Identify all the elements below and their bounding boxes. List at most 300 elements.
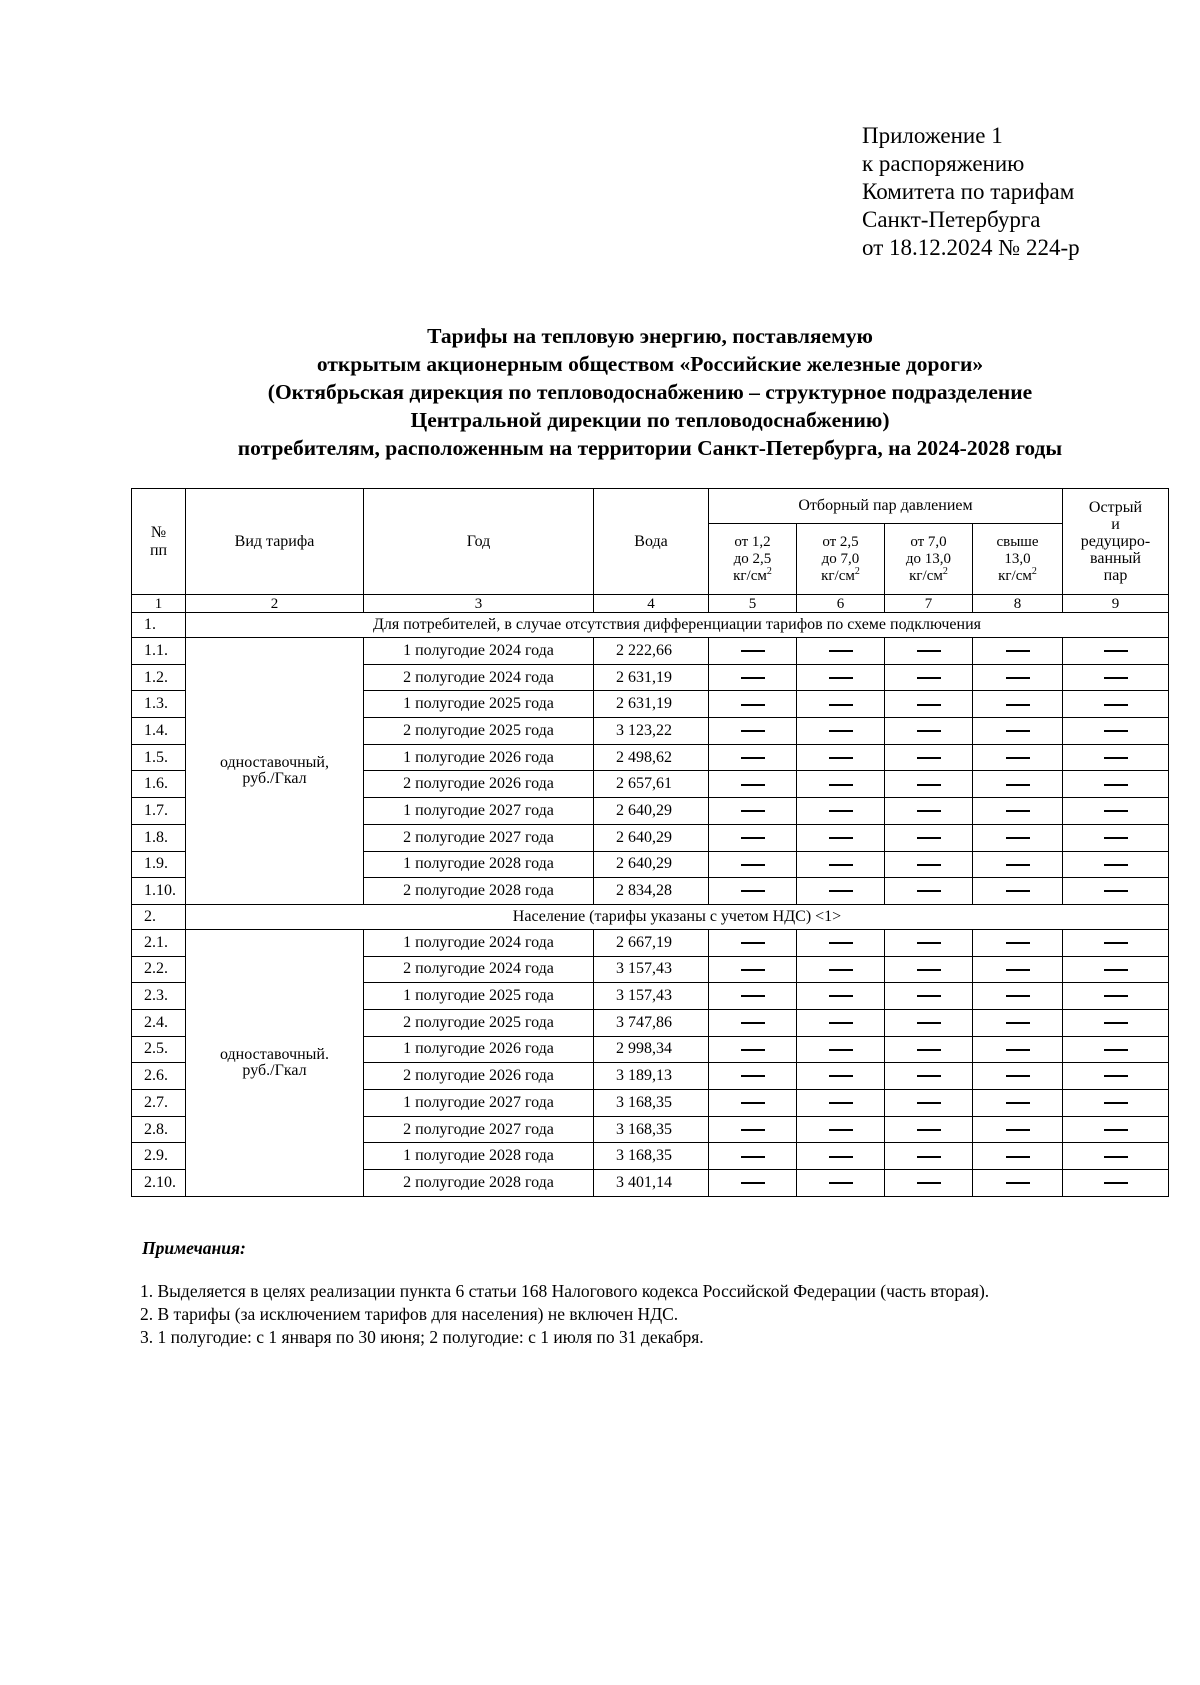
row-number: 2.7. [132, 1090, 186, 1117]
title-line: Центральной дирекции по тепловодоснабжению) [410, 408, 890, 432]
empty-value-cell [709, 1143, 797, 1170]
column-number: 3 [364, 595, 594, 613]
header-water: Вода [594, 489, 709, 595]
dash-mark [829, 677, 853, 679]
dash-mark [1006, 730, 1030, 732]
dash-mark [829, 784, 853, 786]
dash-mark [1104, 995, 1128, 997]
empty-value-cell [1063, 878, 1169, 905]
header-sharp-steam: Острый и редуциро- ванный пар [1063, 489, 1169, 595]
dash-mark [1104, 650, 1128, 652]
period-cell: 2 полугодие 2028 года [364, 1170, 594, 1197]
empty-value-cell [885, 1036, 973, 1063]
column-number: 6 [797, 595, 885, 613]
dash-mark [741, 1182, 765, 1184]
empty-value-cell [1063, 1090, 1169, 1117]
empty-value-cell [709, 929, 797, 956]
empty-value-cell [797, 638, 885, 665]
column-number: 7 [885, 595, 973, 613]
empty-value-cell [973, 1170, 1063, 1197]
dash-mark [741, 810, 765, 812]
row-number: 1.10. [132, 878, 186, 905]
tariff-type-unit: руб./Гкал [242, 769, 307, 787]
empty-value-cell [1063, 824, 1169, 851]
empty-value-cell [885, 1170, 973, 1197]
dash-mark [917, 995, 941, 997]
dash-mark [1006, 1129, 1030, 1131]
dash-mark [917, 757, 941, 759]
dash-mark [917, 677, 941, 679]
empty-value-cell [797, 691, 885, 718]
empty-value-cell [885, 1143, 973, 1170]
dash-mark [829, 1102, 853, 1104]
dash-mark [1006, 837, 1030, 839]
dash-mark [1006, 942, 1030, 944]
empty-value-cell [709, 956, 797, 983]
empty-value-cell [797, 1090, 885, 1117]
empty-value-cell [797, 878, 885, 905]
water-tariff-cell: 2 667,19 [594, 929, 709, 956]
empty-value-cell [1063, 1116, 1169, 1143]
empty-value-cell [973, 718, 1063, 745]
empty-value-cell [1063, 1063, 1169, 1090]
empty-value-cell [797, 1143, 885, 1170]
dash-mark [917, 1156, 941, 1158]
empty-value-cell [709, 744, 797, 771]
empty-value-cell [1063, 664, 1169, 691]
column-number: 8 [973, 595, 1063, 613]
empty-value-cell [1063, 1143, 1169, 1170]
water-tariff-cell: 3 157,43 [594, 983, 709, 1010]
empty-value-cell [885, 718, 973, 745]
empty-value-cell [1063, 771, 1169, 798]
empty-value-cell [973, 1116, 1063, 1143]
empty-value-cell [1063, 1170, 1169, 1197]
row-number: 1.1. [132, 638, 186, 665]
dash-mark [741, 1156, 765, 1158]
row-number: 1.7. [132, 798, 186, 825]
appendix-line: Приложение 1 [862, 123, 1003, 148]
empty-value-cell [709, 771, 797, 798]
dash-mark [741, 730, 765, 732]
empty-value-cell [709, 1036, 797, 1063]
tariff-type-line: одноставочный. [220, 1045, 329, 1063]
empty-value-cell [885, 638, 973, 665]
empty-value-cell [973, 744, 1063, 771]
dash-mark [829, 942, 853, 944]
dash-mark [917, 1129, 941, 1131]
header-pressure-2: от 2,5 до 7,0 $кг/см^2$ [797, 524, 885, 595]
dash-mark [741, 1129, 765, 1131]
dash-mark [741, 942, 765, 944]
dash-mark [1104, 757, 1128, 759]
dash-mark [917, 784, 941, 786]
water-tariff-cell: 3 168,35 [594, 1116, 709, 1143]
row-number: 2.8. [132, 1116, 186, 1143]
header-steam-group: Отборный пар давлением [709, 489, 1063, 524]
dash-mark [1006, 1156, 1030, 1158]
dash-mark [1104, 837, 1128, 839]
period-cell: 1 полугодие 2028 года [364, 1143, 594, 1170]
empty-value-cell [709, 638, 797, 665]
dash-mark [829, 1129, 853, 1131]
water-tariff-cell: 2 657,61 [594, 771, 709, 798]
dash-mark [829, 890, 853, 892]
dash-mark [1104, 864, 1128, 866]
column-number: 1 [132, 595, 186, 613]
dash-mark [1006, 1022, 1030, 1024]
empty-value-cell [797, 771, 885, 798]
empty-value-cell [885, 824, 973, 851]
empty-value-cell [885, 878, 973, 905]
empty-value-cell [1063, 983, 1169, 1010]
dash-mark [1006, 1049, 1030, 1051]
dash-mark [1006, 757, 1030, 759]
water-tariff-cell: 2 834,28 [594, 878, 709, 905]
dash-mark [917, 730, 941, 732]
empty-value-cell [1063, 691, 1169, 718]
water-tariff-cell: 3 157,43 [594, 956, 709, 983]
section-number: 1. [132, 613, 186, 638]
row-number: 2.5. [132, 1036, 186, 1063]
dash-mark [829, 969, 853, 971]
table-row [132, 638, 1169, 665]
dash-mark [741, 995, 765, 997]
empty-value-cell [973, 798, 1063, 825]
dash-mark [1006, 995, 1030, 997]
empty-value-cell [709, 1009, 797, 1036]
row-number: 1.3. [132, 691, 186, 718]
water-tariff-cell: 2 640,29 [594, 851, 709, 878]
empty-value-cell [973, 1143, 1063, 1170]
dash-mark [1006, 1182, 1030, 1184]
period-cell: 1 полугодие 2024 года [364, 638, 594, 665]
dash-mark [1006, 704, 1030, 706]
row-number: 1.6. [132, 771, 186, 798]
empty-value-cell [797, 851, 885, 878]
table-row [132, 929, 1169, 956]
dash-mark [917, 650, 941, 652]
empty-value-cell [973, 1090, 1063, 1117]
column-number: 9 [1063, 595, 1169, 613]
dash-mark [1006, 864, 1030, 866]
appendix-line: Комитета по тарифам [862, 179, 1075, 204]
dash-mark [741, 704, 765, 706]
dash-mark [829, 1022, 853, 1024]
row-number: 1.9. [132, 851, 186, 878]
empty-value-cell [709, 1170, 797, 1197]
empty-value-cell [885, 798, 973, 825]
header-pressure-1: от 1,2 до 2,5 $кг/см^2$ [709, 524, 797, 595]
empty-value-cell [1063, 638, 1169, 665]
empty-value-cell [973, 851, 1063, 878]
section-row [132, 613, 1169, 638]
header-year: Год [364, 489, 594, 595]
empty-value-cell [973, 929, 1063, 956]
empty-value-cell [709, 798, 797, 825]
appendix-block [862, 122, 1080, 262]
dash-mark [829, 1156, 853, 1158]
row-number: 2.2. [132, 956, 186, 983]
column-number: 5 [709, 595, 797, 613]
empty-value-cell [797, 1116, 885, 1143]
dash-mark [741, 864, 765, 866]
dash-mark [741, 890, 765, 892]
period-cell: 1 полугодие 2027 года [364, 798, 594, 825]
water-tariff-cell: 2 631,19 [594, 691, 709, 718]
water-tariff-cell: 2 640,29 [594, 824, 709, 851]
dash-mark [1104, 1022, 1128, 1024]
dash-mark [829, 1182, 853, 1184]
empty-value-cell [797, 1009, 885, 1036]
dash-mark [1006, 650, 1030, 652]
section-row [132, 904, 1169, 929]
tariff-type-cell [186, 638, 364, 905]
empty-value-cell [885, 664, 973, 691]
dash-mark [829, 864, 853, 866]
empty-value-cell [973, 1036, 1063, 1063]
empty-value-cell [1063, 1036, 1169, 1063]
period-cell: 2 полугодие 2026 года [364, 1063, 594, 1090]
dash-mark [829, 995, 853, 997]
dash-mark [1104, 730, 1128, 732]
empty-value-cell [973, 691, 1063, 718]
notes-list [140, 1280, 989, 1349]
column-number-row [132, 595, 1169, 613]
dash-mark [917, 1102, 941, 1104]
row-number: 2.3. [132, 983, 186, 1010]
dash-mark [917, 890, 941, 892]
period-cell: 2 полугодие 2026 года [364, 771, 594, 798]
dash-mark [1104, 969, 1128, 971]
row-number: 2.4. [132, 1009, 186, 1036]
row-number: 2.9. [132, 1143, 186, 1170]
empty-value-cell [709, 824, 797, 851]
empty-value-cell [709, 718, 797, 745]
dash-mark [741, 1049, 765, 1051]
period-cell: 2 полугодие 2025 года [364, 1009, 594, 1036]
water-tariff-cell: 3 401,14 [594, 1170, 709, 1197]
water-tariff-cell: 3 189,13 [594, 1063, 709, 1090]
dash-mark [1006, 784, 1030, 786]
column-number: 4 [594, 595, 709, 613]
dash-mark [1104, 677, 1128, 679]
dash-mark [917, 810, 941, 812]
document-title [130, 322, 1170, 462]
water-tariff-cell: 2 222,66 [594, 638, 709, 665]
empty-value-cell [709, 691, 797, 718]
dash-mark [1104, 1182, 1128, 1184]
dash-mark [829, 810, 853, 812]
dash-mark [829, 1075, 853, 1077]
period-cell: 2 полугодие 2027 года [364, 824, 594, 851]
note-item: 2. В тарифы (за исключением тарифов для населения) не включен НДС. [140, 1304, 679, 1324]
empty-value-cell [885, 744, 973, 771]
column-number: 2 [186, 595, 364, 613]
title-line: (Октябрьская дирекция по тепловодоснабжению – структурное подразделение [267, 380, 1033, 404]
dash-mark [1104, 942, 1128, 944]
dash-mark [1104, 1102, 1128, 1104]
empty-value-cell [973, 1063, 1063, 1090]
note-item: 3. 1 полугодие: с 1 января по 30 июня; 2 полугодие: с 1 июля по 31 декабря. [140, 1327, 704, 1347]
tariff-table [131, 488, 1169, 1197]
empty-value-cell [1063, 956, 1169, 983]
dash-mark [917, 1049, 941, 1051]
row-number: 1.5. [132, 744, 186, 771]
empty-value-cell [973, 956, 1063, 983]
period-cell: 2 полугодие 2027 года [364, 1116, 594, 1143]
empty-value-cell [709, 664, 797, 691]
dash-mark [741, 757, 765, 759]
empty-value-cell [885, 983, 973, 1010]
dash-mark [1104, 810, 1128, 812]
tariff-type-cell [186, 929, 364, 1196]
dash-mark [917, 837, 941, 839]
dash-mark [1104, 1129, 1128, 1131]
empty-value-cell [709, 983, 797, 1010]
dash-mark [741, 1075, 765, 1077]
period-cell: 1 полугодие 2028 года [364, 851, 594, 878]
water-tariff-cell: 3 123,22 [594, 718, 709, 745]
empty-value-cell [797, 983, 885, 1010]
dash-mark [917, 1182, 941, 1184]
empty-value-cell [709, 1116, 797, 1143]
appendix-line: Санкт-Петербурга [862, 207, 1041, 232]
dash-mark [1006, 1075, 1030, 1077]
header-pressure-3: от 7,0 до 13,0 $кг/см^2$ [885, 524, 973, 595]
empty-value-cell [1063, 1009, 1169, 1036]
title-line: потребителям, расположенным на территории Санкт-Петербурга, на 2024-2028 годы [237, 436, 1063, 460]
dash-mark [1104, 1075, 1128, 1077]
empty-value-cell [885, 771, 973, 798]
section-title: Население (тарифы указаны с учетом НДС) <1> [186, 904, 1169, 929]
dash-mark [741, 969, 765, 971]
empty-value-cell [797, 824, 885, 851]
empty-value-cell [885, 1063, 973, 1090]
dash-mark [741, 677, 765, 679]
dash-mark [829, 837, 853, 839]
empty-value-cell [885, 1009, 973, 1036]
row-number: 2.10. [132, 1170, 186, 1197]
dash-mark [829, 730, 853, 732]
water-tariff-cell: 2 640,29 [594, 798, 709, 825]
empty-value-cell [1063, 929, 1169, 956]
period-cell: 1 полугодие 2026 года [364, 744, 594, 771]
dash-mark [741, 1022, 765, 1024]
empty-value-cell [1063, 718, 1169, 745]
empty-value-cell [709, 1090, 797, 1117]
empty-value-cell [973, 824, 1063, 851]
empty-value-cell [797, 718, 885, 745]
empty-value-cell [1063, 851, 1169, 878]
period-cell: 2 полугодие 2024 года [364, 664, 594, 691]
empty-value-cell [973, 878, 1063, 905]
period-cell: 1 полугодие 2026 года [364, 1036, 594, 1063]
dash-mark [741, 650, 765, 652]
dash-mark [1104, 784, 1128, 786]
header-tariff-type: Вид тарифа [186, 489, 364, 595]
empty-value-cell [709, 851, 797, 878]
empty-value-cell [709, 878, 797, 905]
appendix-line: от 18.12.2024 № 224-р [862, 235, 1080, 260]
empty-value-cell [885, 851, 973, 878]
period-cell: 1 полугодие 2027 года [364, 1090, 594, 1117]
water-tariff-cell: 3 168,35 [594, 1143, 709, 1170]
note-item: 1. Выделяется в целях реализации пункта 6 статьи 168 Налогового кодекса Российской Федерации (часть вторая). [140, 1281, 990, 1301]
appendix-line: к распоряжению [862, 151, 1025, 176]
dash-mark [1104, 890, 1128, 892]
dash-mark [829, 650, 853, 652]
dash-mark [829, 1049, 853, 1051]
empty-value-cell [973, 638, 1063, 665]
section-title: Для потребителей, в случае отсутствия дифференциации тарифов по схеме подключения [186, 613, 1169, 638]
empty-value-cell [885, 691, 973, 718]
empty-value-cell [885, 1116, 973, 1143]
empty-value-cell [709, 1063, 797, 1090]
empty-value-cell [973, 1009, 1063, 1036]
row-number: 1.4. [132, 718, 186, 745]
empty-value-cell [797, 1170, 885, 1197]
water-tariff-cell: 3 168,35 [594, 1090, 709, 1117]
period-cell: 1 полугодие 2025 года [364, 691, 594, 718]
header-num: № пп [132, 489, 186, 595]
empty-value-cell [797, 1036, 885, 1063]
empty-value-cell [973, 664, 1063, 691]
dash-mark [1006, 1102, 1030, 1104]
empty-value-cell [797, 956, 885, 983]
dash-mark [1006, 810, 1030, 812]
empty-value-cell [885, 929, 973, 956]
dash-mark [917, 969, 941, 971]
tariff-type-line: одноставочный, [220, 753, 329, 771]
dash-mark [741, 1102, 765, 1104]
empty-value-cell [1063, 798, 1169, 825]
dash-mark [1104, 1156, 1128, 1158]
water-tariff-cell: 2 631,19 [594, 664, 709, 691]
dash-mark [917, 1075, 941, 1077]
tariff-type-unit: руб./Гкал [242, 1061, 307, 1079]
notes-title: Примечания: [142, 1238, 246, 1258]
period-cell: 2 полугодие 2028 года [364, 878, 594, 905]
empty-value-cell [797, 1063, 885, 1090]
header-pressure-4: свыше 13,0 $кг/см^2$ [973, 524, 1063, 595]
dash-mark [741, 784, 765, 786]
row-number: 1.2. [132, 664, 186, 691]
water-tariff-cell: 2 498,62 [594, 744, 709, 771]
row-number: 2.6. [132, 1063, 186, 1090]
dash-mark [1006, 677, 1030, 679]
section-number: 2. [132, 904, 186, 929]
title-line: Тарифы на тепловую энергию, поставляемую [427, 324, 873, 348]
dash-mark [741, 837, 765, 839]
title-line: открытым акционерным обществом «Российские железные дороги» [316, 352, 984, 376]
empty-value-cell [885, 956, 973, 983]
empty-value-cell [973, 983, 1063, 1010]
dash-mark [1006, 890, 1030, 892]
empty-value-cell [973, 771, 1063, 798]
dash-mark [829, 704, 853, 706]
water-tariff-cell: 2 998,34 [594, 1036, 709, 1063]
dash-mark [1104, 704, 1128, 706]
empty-value-cell [797, 798, 885, 825]
period-cell: 1 полугодие 2025 года [364, 983, 594, 1010]
water-tariff-cell: 3 747,86 [594, 1009, 709, 1036]
row-number: 2.1. [132, 929, 186, 956]
empty-value-cell [797, 744, 885, 771]
dash-mark [829, 757, 853, 759]
dash-mark [917, 942, 941, 944]
period-cell: 2 полугодие 2024 года [364, 956, 594, 983]
